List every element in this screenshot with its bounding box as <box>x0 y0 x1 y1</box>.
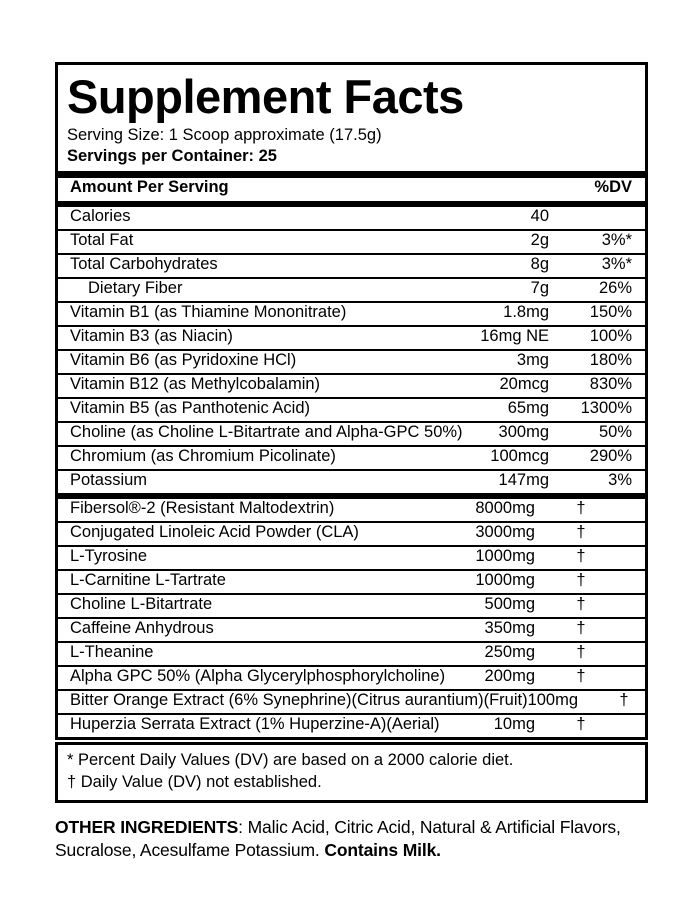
ingredient-daily-value: 26% <box>598 278 632 297</box>
other-ingredients-separator: : <box>238 817 248 837</box>
ingredient-name: Vitamin B3 (as Niacin) <box>70 326 233 345</box>
ingredient-amount: 7g <box>530 278 549 297</box>
table-row <box>67 279 636 301</box>
ingredient-daily-value: † <box>576 714 586 733</box>
ingredient-name: Potassium <box>70 470 148 489</box>
ingredient-amount: 1000mg <box>475 546 535 565</box>
ingredient-amount: 16mg NE <box>480 326 549 345</box>
page-title: Supplement Facts <box>67 70 464 123</box>
table-row <box>67 327 636 349</box>
footnote-percent-dv: * Percent Daily Values (DV) are based on a 2000 calorie diet. <box>67 751 514 769</box>
ingredient-daily-value: 100% <box>589 326 632 345</box>
table-row <box>67 715 636 737</box>
servings-per-container-text: Servings per Container: 25 <box>67 146 277 165</box>
ingredient-amount: 100mcg <box>490 446 549 465</box>
footnote-box <box>55 742 648 803</box>
ingredient-daily-value: † <box>576 618 586 637</box>
table-row <box>67 595 636 617</box>
serving-size-text: Serving Size: 1 Scoop approximate (17.5g) <box>67 125 382 144</box>
ingredient-name: Vitamin B6 (as Pyridoxine HCl) <box>70 350 297 369</box>
amount-per-serving-label: Amount Per Serving <box>70 177 229 196</box>
other-ingredients-heading: OTHER INGREDIENTS <box>55 817 239 837</box>
table-row <box>67 423 636 445</box>
ingredient-daily-value: 3%* <box>601 254 632 273</box>
amount-per-serving-header-row <box>67 178 636 201</box>
footnote-dagger: † Daily Value (DV) not established. <box>67 772 322 791</box>
table-row <box>67 207 636 229</box>
ingredient-name: Vitamin B1 (as Thiamine Mononitrate) <box>70 302 347 321</box>
ingredient-daily-value: 3%* <box>601 230 632 249</box>
ingredient-amount: 8000mg <box>475 498 535 517</box>
nutrient-rows-group <box>67 207 636 493</box>
ingredient-daily-value: 50% <box>598 422 632 441</box>
ingredient-daily-value: 180% <box>589 350 632 369</box>
table-row <box>67 303 636 325</box>
ingredient-amount: 1000mg <box>475 570 535 589</box>
ingredient-name: Alpha GPC 50% (Alpha Glycerylphosphorylcholine) <box>70 666 446 685</box>
ingredient-name: Choline (as Choline L-Bitartrate and Alpha-GPC 50%) <box>70 422 463 441</box>
ingredient-amount: 3000mg <box>475 522 535 541</box>
ingredient-name: Fibersol®-2 (Resistant Maltodextrin) <box>70 498 335 517</box>
table-row <box>67 231 636 253</box>
ingredient-amount: 1.8mg <box>503 302 549 321</box>
ingredient-amount: 100mg <box>527 690 579 709</box>
supplement-facts-panel <box>55 62 648 740</box>
ingredient-name: Calories <box>70 206 131 225</box>
ingredient-amount: 500mg <box>484 594 535 613</box>
ingredient-daily-value: † <box>576 666 586 685</box>
ingredient-amount: 2g <box>530 230 549 249</box>
table-row <box>67 571 636 593</box>
other-ingredients <box>55 816 665 863</box>
table-row <box>67 375 636 397</box>
ingredient-amount: 40 <box>530 206 549 225</box>
ingredient-daily-value: 1300% <box>580 398 632 417</box>
ingredient-name: Total Fat <box>70 230 134 249</box>
divider-above-amount-header <box>58 171 645 178</box>
table-row <box>67 523 636 545</box>
ingredient-name: Dietary Fiber <box>88 278 183 297</box>
table-row <box>67 499 636 521</box>
table-row <box>67 691 636 713</box>
ingredient-name: Total Carbohydrates <box>70 254 218 273</box>
ingredient-name: Vitamin B5 (as Panthotenic Acid) <box>70 398 310 417</box>
ingredient-daily-value: 830% <box>589 374 632 393</box>
dv-column-header: %DV <box>594 177 632 196</box>
ingredient-name: L-Theanine <box>70 642 154 661</box>
ingredient-amount: 350mg <box>484 618 535 637</box>
table-row <box>67 351 636 373</box>
ingredient-amount: 10mg <box>493 714 535 733</box>
ingredient-daily-value: 3% <box>608 470 632 489</box>
ingredient-daily-value: † <box>576 522 586 541</box>
allergen-statement: Contains Milk. <box>324 840 441 861</box>
table-row <box>67 399 636 421</box>
ingredient-name: Bitter Orange Extract (6% Synephrine)(Citrus aurantium)(Fruit) <box>70 690 528 709</box>
table-row <box>67 547 636 569</box>
ingredient-daily-value: † <box>576 570 586 589</box>
other-ingredients-body: Malic Acid, Citric Acid, Natural & Artificial Flavors, Sucralose, Acesulfame Potassium. <box>55 817 621 861</box>
ingredient-daily-value: 150% <box>589 302 632 321</box>
ingredient-name: Choline L-Bitartrate <box>70 594 213 613</box>
ingredient-amount: 147mg <box>498 470 549 489</box>
ingredient-name: Huperzia Serrata Extract (1% Huperzine-A)(Aerial) <box>70 714 440 733</box>
ingredient-daily-value: † <box>619 690 629 709</box>
ingredient-amount: 250mg <box>484 642 535 661</box>
ingredient-amount: 300mg <box>498 422 549 441</box>
ingredient-daily-value: † <box>576 498 586 517</box>
table-row <box>67 255 636 277</box>
blend-rows-group <box>67 499 636 737</box>
table-row <box>67 667 636 689</box>
ingredient-name: Vitamin B12 (as Methylcobalamin) <box>70 374 321 393</box>
ingredient-name: Conjugated Linoleic Acid Powder (CLA) <box>70 522 359 541</box>
ingredient-amount: 65mg <box>507 398 549 417</box>
ingredient-amount: 20mcg <box>499 374 549 393</box>
ingredient-daily-value: † <box>576 546 586 565</box>
ingredient-amount: 8g <box>530 254 549 273</box>
ingredient-daily-value: † <box>576 594 586 613</box>
ingredient-daily-value: † <box>576 642 586 661</box>
ingredient-amount: 200mg <box>484 666 535 685</box>
table-row <box>67 447 636 469</box>
ingredient-amount: 3mg <box>516 350 549 369</box>
ingredient-name: L-Tyrosine <box>70 546 148 565</box>
ingredient-daily-value: 290% <box>589 446 632 465</box>
table-row <box>67 643 636 665</box>
table-row <box>67 619 636 641</box>
ingredient-name: L-Carnitine L-Tartrate <box>70 570 226 589</box>
ingredient-name: Caffeine Anhydrous <box>70 618 214 637</box>
ingredient-name: Chromium (as Chromium Picolinate) <box>70 446 336 465</box>
table-row <box>67 471 636 493</box>
